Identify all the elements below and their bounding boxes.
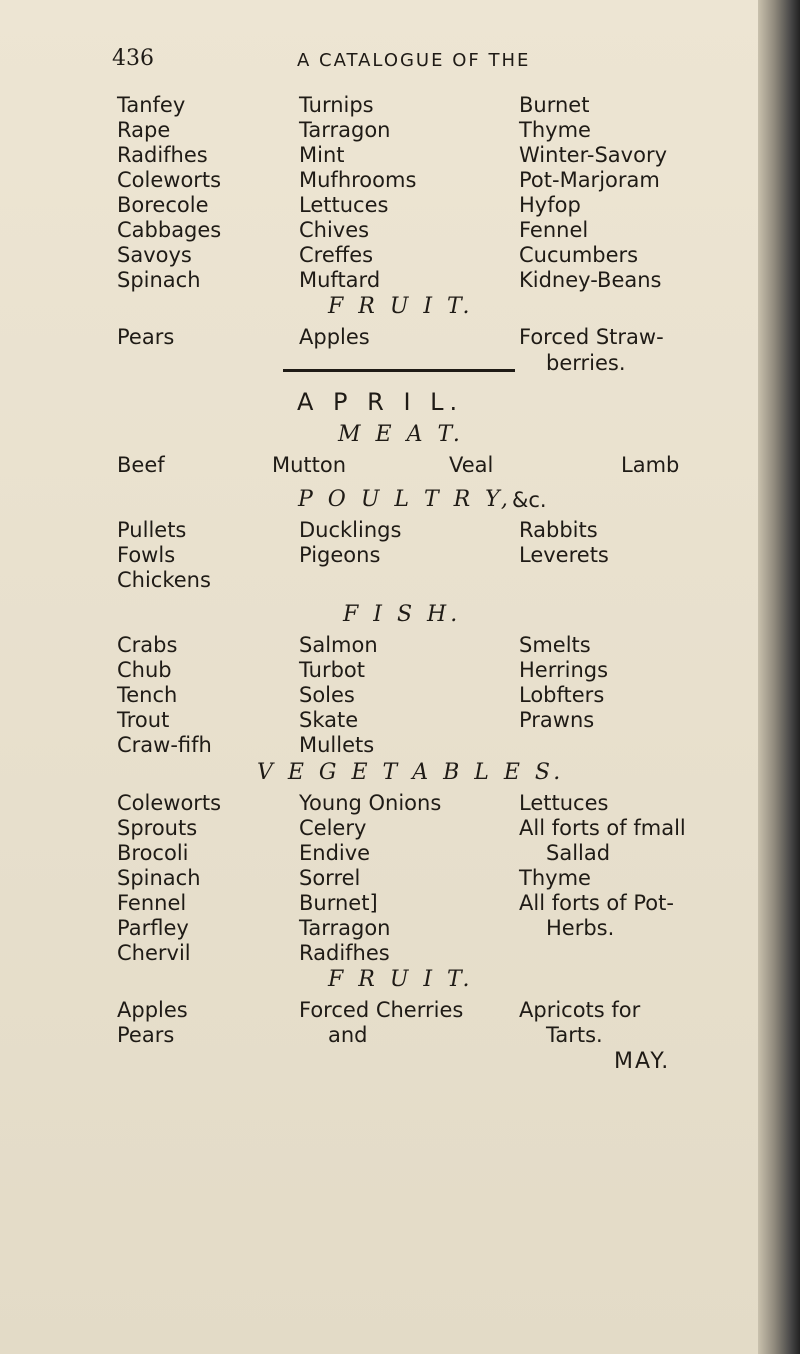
list-item: Coleworts (117, 168, 222, 192)
list-item: Sallad (546, 841, 611, 865)
list-item: Craw-fifh (117, 733, 212, 757)
list-item: Thyme (519, 118, 591, 142)
list-item: Pears (117, 1023, 175, 1047)
list-item: Celery (299, 816, 367, 840)
list-item: Parfley (117, 916, 189, 940)
list-item: Fennel (519, 218, 589, 242)
list-item: Crabs (117, 633, 178, 657)
list-item: All forts of fmall (519, 816, 686, 840)
list-item: Hyfop (519, 193, 581, 217)
list-item: Rabbits (519, 518, 598, 542)
list-item: berries. (546, 351, 626, 375)
list-item: Apples (117, 998, 188, 1022)
list-item: Cabbages (117, 218, 222, 242)
list-item: Chub (117, 658, 172, 682)
list-item: Apricots for (519, 998, 641, 1022)
list-item: Lettuces (299, 193, 389, 217)
list-item: Muftard (299, 268, 381, 292)
list-item: Pullets (117, 518, 187, 542)
list-item: Turbot (299, 658, 365, 682)
list-item: Burnet (519, 93, 590, 117)
list-item: Pears (117, 325, 175, 349)
section-heading-meat: M E A T. (338, 422, 464, 447)
list-item: Chervil (117, 941, 191, 965)
list-item: Turnips (299, 93, 374, 117)
list-item: Thyme (519, 866, 591, 890)
catchword: MAY. (614, 1049, 671, 1074)
section-heading-fruit: F R U I T. (328, 294, 474, 319)
list-item: Tanfey (117, 93, 186, 117)
section-divider (283, 369, 515, 372)
list-item: Tarts. (546, 1023, 603, 1047)
list-item: Mutton (272, 453, 347, 477)
page-number: 436 (112, 46, 154, 71)
list-item: Endive (299, 841, 371, 865)
list-item: Spinach (117, 268, 201, 292)
list-item: Fennel (117, 891, 187, 915)
list-item: Lamb (621, 453, 680, 477)
list-item: Kidney-Beans (519, 268, 662, 292)
running-title: A CATALOGUE OF THE (297, 50, 531, 71)
list-item: Tench (117, 683, 178, 707)
list-item: Lobfters (519, 683, 605, 707)
list-item: Skate (299, 708, 359, 732)
section-heading-fruit: F R U I T. (328, 967, 474, 992)
section-heading-poultry-suffix: &c. (512, 488, 547, 512)
list-item: Spinach (117, 866, 201, 890)
list-item: Mint (299, 143, 345, 167)
list-item: Sorrel (299, 866, 361, 890)
list-item: Sprouts (117, 816, 198, 840)
list-item: Radifhes (299, 941, 390, 965)
list-item: Chives (299, 218, 370, 242)
list-item: Radifhes (117, 143, 208, 167)
list-item: Coleworts (117, 791, 222, 815)
list-item: Chickens (117, 568, 211, 592)
section-heading-vegetables: V E G E T A B L E S. (257, 760, 565, 785)
list-item: All forts of Pot- (519, 891, 674, 915)
list-item: Savoys (117, 243, 192, 267)
list-item: Tarragon (299, 916, 391, 940)
list-item: Herrings (519, 658, 609, 682)
list-item: Smelts (519, 633, 591, 657)
list-item: Salmon (299, 633, 378, 657)
month-heading: A P R I L. (297, 388, 464, 416)
list-item: Lettuces (519, 791, 609, 815)
list-item: Young Onions (299, 791, 442, 815)
list-item: Borecole (117, 193, 209, 217)
list-item: Herbs. (546, 916, 615, 940)
list-item: Trout (117, 708, 170, 732)
page-edge-binding (758, 0, 800, 1354)
list-item: Burnet] (299, 891, 378, 915)
list-item: Tarragon (299, 118, 391, 142)
list-item: Ducklings (299, 518, 402, 542)
list-item: Forced Cherries (299, 998, 464, 1022)
list-item: Creffes (299, 243, 374, 267)
list-item: Leverets (519, 543, 609, 567)
section-heading-fish: F I S H. (343, 602, 462, 627)
list-item: Fowls (117, 543, 176, 567)
list-item: Cucumbers (519, 243, 639, 267)
list-item: Apples (299, 325, 370, 349)
list-item: Veal (449, 453, 494, 477)
list-item: and (328, 1023, 368, 1047)
list-item: Beef (117, 453, 165, 477)
list-item: Mullets (299, 733, 375, 757)
list-item: Mufhrooms (299, 168, 417, 192)
list-item: Prawns (519, 708, 595, 732)
section-heading-poultry: P O U L T R Y, (298, 487, 512, 512)
list-item: Pigeons (299, 543, 381, 567)
list-item: Pot-Marjoram (519, 168, 660, 192)
list-item: Soles (299, 683, 355, 707)
list-item: Forced Straw- (519, 325, 664, 349)
list-item: Rape (117, 118, 171, 142)
list-item: Brocoli (117, 841, 189, 865)
list-item: Winter-Savory (519, 143, 668, 167)
